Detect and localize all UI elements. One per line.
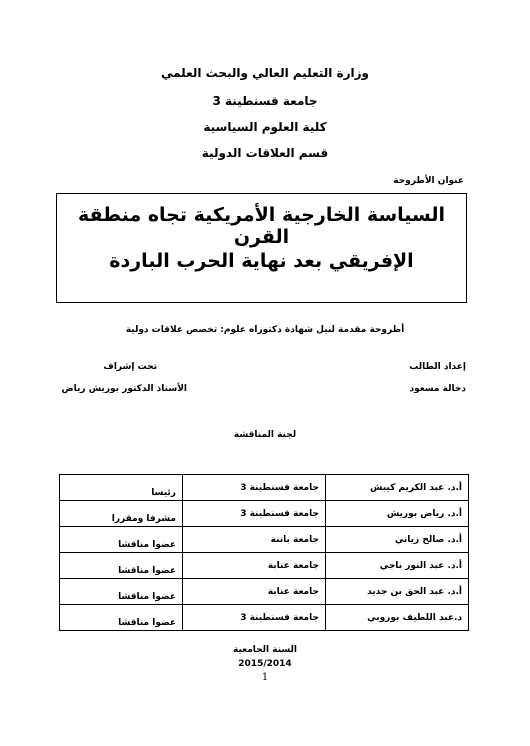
member-name: أ.د. رياض بوريش: [326, 501, 469, 527]
thesis-label: عنوان الأطروحة: [393, 176, 464, 186]
committee-label: لجنة المناقشة: [233, 430, 297, 440]
member-name: أ.د. عبد النور ناجي: [326, 553, 469, 579]
supervisor-name: الأستاذ الدكتور بوريش رياض: [61, 384, 187, 394]
table-row: [60, 579, 469, 605]
degree-statement: أطروحة مقدمة لنيل شهادة دكتوراه علوم: تخصص علاقات دولية: [125, 325, 405, 335]
member-name: أ.د. صالح زياني: [326, 527, 469, 553]
student-label: إعداد الطالب: [409, 362, 466, 372]
member-university: جامعة قسنطينة 3: [183, 475, 326, 501]
supervisor-label: تحت إشراف: [103, 362, 157, 372]
member-university: جامعة قسنطينة 3: [183, 501, 326, 527]
student-name: دخالة مسعود: [409, 384, 466, 394]
thesis-title-box: [56, 193, 467, 303]
table-row: [60, 553, 469, 579]
member-role: رئيسا: [60, 475, 183, 501]
member-name: أ.د. عبد الكريم كيبش: [326, 475, 469, 501]
thesis-title-line1: السياسة الخارجية الأمريكية تجاه منطقة القرن: [77, 204, 446, 248]
table-row: [60, 605, 469, 631]
table-row: [60, 475, 469, 501]
member-university: جامعة عنابة: [183, 553, 326, 579]
member-name: أ.د. عبد الحق بن جديد: [326, 579, 469, 605]
faculty-name: كلية العلوم السياسية: [203, 120, 327, 134]
member-role: عضوا مناقشا: [60, 527, 183, 553]
member-role: عضوا مناقشا: [60, 605, 183, 631]
committee-table: [59, 474, 469, 631]
academic-year: 2015/2014: [238, 659, 292, 669]
member-university: جامعة باتنة: [183, 527, 326, 553]
member-role: عضوا مناقشا: [60, 579, 183, 605]
thesis-title-line2: الإفريقي بعد نهاية الحرب الباردة: [109, 250, 414, 272]
member-university: جامعة قسنطينة 3: [183, 605, 326, 631]
academic-year-label: السنة الجامعية: [232, 645, 297, 655]
university-name: جامعة قسنطينة 3: [212, 94, 318, 108]
ministry-name: وزارة التعليم العالي والبحث العلمي: [160, 66, 370, 80]
department-name: قسم العلاقات الدولية: [201, 146, 329, 160]
table-row: [60, 501, 469, 527]
member-role: عضوا مناقشا: [60, 553, 183, 579]
member-university: جامعة عنابة: [183, 579, 326, 605]
page-number: 1: [261, 672, 269, 683]
member-name: د.عبد اللطيف بوروبي: [326, 605, 469, 631]
member-role: مشرفا ومقررا: [60, 501, 183, 527]
table-row: [60, 527, 469, 553]
